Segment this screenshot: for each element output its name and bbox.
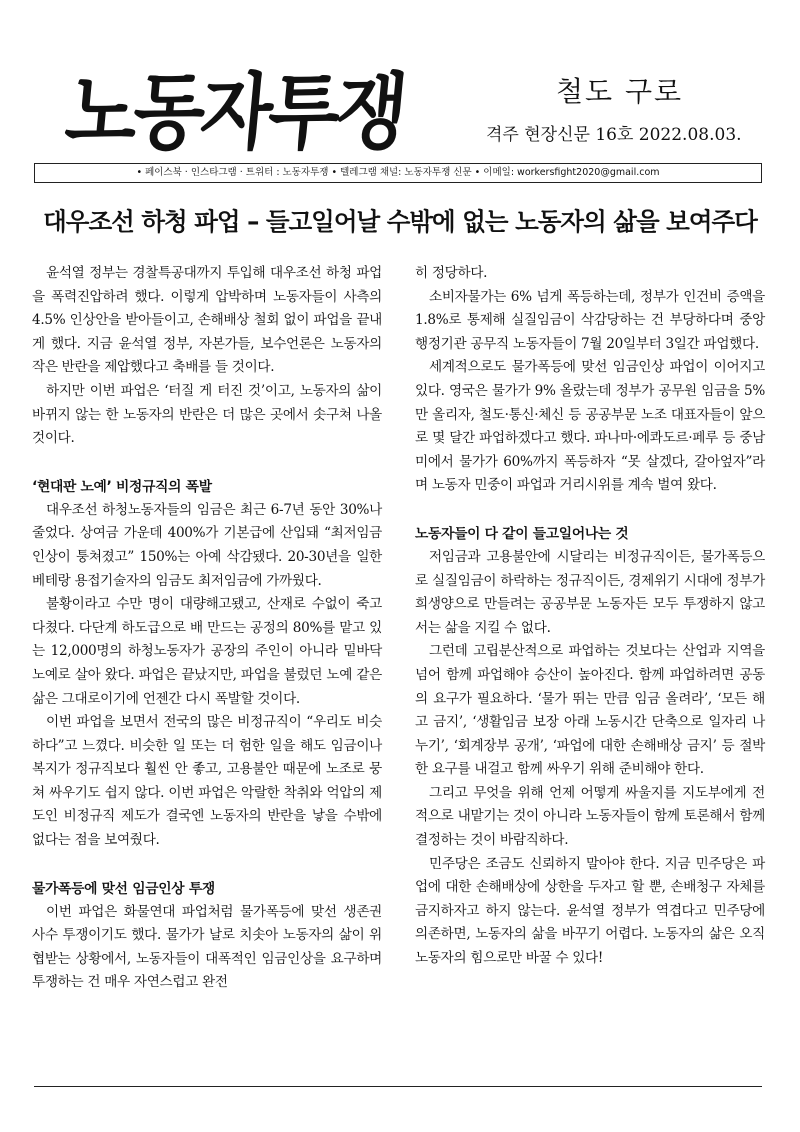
- paragraph: 민주당은 조금도 신뢰하지 말아야 한다. 지금 민주당은 파업에 대한 손해배상에 상한을 두자고 할 뿐, 손배청구 자체를 금지하자고 하지 않는다. 윤석열 정부가 역겹다고 민주당에 의존하면, 노동자의 삶을 바꾸기 어렵다. 노동자의 삶은 오직 노동자의 힘으로만 바꿀 수 있다!: [415, 855, 765, 967]
- headline: 대우조선 하청 파업 – 들고일어날 수밖에 없는 노동자의 삶을 보여주다: [43, 207, 757, 236]
- paragraph: 히 정당하다.: [415, 265, 488, 281]
- paragraph: 윤석열 정부는 경찰특공대까지 투입해 대우조선 하청 파업을 폭력진압하려 했다. 이렇게 압박하며 노동자들이 사측의 4.5% 인상안을 받아들이고, 손해배상 철회 없이 파업을 끝내게 했다. 지금 윤석열 정부, 자본가들, 보수언론은 노동자의 작은 반란을 제압했다고 축배를 들 것이다.: [32, 265, 382, 376]
- section-heading: ‘현대판 노예’ 비정규직의 폭발: [32, 478, 212, 495]
- issue-info: 격주 현장신문 16호 2022.08.03.: [486, 125, 742, 145]
- paragraph: 불황이라고 수만 명이 대량해고됐고, 산재로 수없이 죽고 다쳤다. 다단계 하도급으로 배 만드는 공정의 80%를 맡고 있는 12,000명의 하청노동자가 공장의 주인이 아니라 밑바닥 노예로 살아 왔다. 파업은 끝났지만, 파업을 불렀던 노예 같은 삶은 그대로이기에 언젠간 다시 폭발할 것이다.: [32, 596, 382, 707]
- paragraph: 그런데 고립분산적으로 파업하는 것보다는 산업과 지역을 넘어 함께 파업해야 승산이 높아진다. 함께 파업하려면 공동의 요구가 필요하다. ‘물가 뛰는 만큼 임금 올려라’, ‘모든 해고 금지’, ‘생활임금 보장 아래 노동시간 단축으로 일자리 나누기’, ‘회계장부 공개’, ‘파업에 대한 손해배상 금지’ 등 절박한 요구를 내걸고 함께 싸우기 위해 준비해야 한다.: [415, 643, 765, 778]
- paragraph: 저임금과 고용불안에 시달리는 비정규직이든, 물가폭등으로 실질임금이 하락하는 정규직이든, 경제위기 시대에 정부가 희생양으로 만들려는 공공부문 노동자든 모두 투쟁하지 않고서는 삶을 지킬 수 없다.: [415, 548, 765, 636]
- paragraph: 이번 파업은 화물연대 파업처럼 물가폭등에 맞선 생존권 사수 투쟁이기도 했다. 물가가 날로 치솟아 노동자의 삶이 위협받는 상황에서, 노동자들이 대폭적인 임금인상을 요구하며 투쟁하는 건 매우 자연스럽고 완전: [32, 903, 382, 991]
- right-column: [415, 262, 765, 971]
- paragraph: 세계적으로도 물가폭등에 맞선 임금인상 파업이 이어지고 있다. 영국은 물가가 9% 올랐는데 정부가 공무원 임금을 5%만 올리자, 철도·통신·체신 등 공공부문 노조 대표자들이 앞으로 몇 달간 파업하겠다고 했다. 파나마·에콰도르·페루 등 중남미에서 물가가 60%까지 폭등하자 “못 살겠다, 갈아엎자”라며 노동자 민중이 파업과 거리시위를 계속 벌여 왔다.: [415, 359, 765, 494]
- paragraph: 그리고 무엇을 위해 언제 어떻게 싸울지를 지도부에게 전적으로 내맡기는 것이 아니라 노동자들이 함께 토론해서 함께 결정하는 것이 바람직하다.: [415, 784, 765, 849]
- edition-name: 철도 구로: [556, 75, 684, 108]
- contact-bar: • 페이스북 · 인스타그램 · 트위터 : 노동자투쟁 • 텔레그램 채널: 노동자투쟁 신문 • 이메일: workersfight2020@gmail.com: [34, 163, 762, 183]
- section-heading: 물가폭등에 맞선 임금인상 투쟁: [32, 880, 215, 897]
- paragraph: 하지만 이번 파업은 ‘터질 게 터진 것’이고, 노동자의 삶이 바뀌지 않는 한 노동자의 반란은 더 많은 곳에서 솟구쳐 나올 것이다.: [32, 382, 382, 447]
- section-heading: 노동자들이 다 같이 들고일어나는 것: [415, 525, 629, 542]
- paragraph: 소비자물가는 6% 넘게 폭등하는데, 정부가 인건비 증액을 1.8%로 통제해 실질임금이 삭감당하는 건 부당하다며 중앙행정기관 공무직 노동자들이 7월 20일부터 3일간 파업했다.: [415, 288, 765, 352]
- bottom-rule: [34, 1086, 762, 1087]
- paragraph: 이번 파업을 보면서 전국의 많은 비정규직이 “우리도 비슷하다”고 느꼈다. 비슷한 일 또는 더 험한 일을 해도 임금이나 복지가 정규직보다 훨씬 안 좋고, 고용불안 때문에 노조로 뭉쳐 싸우기도 쉽지 않다. 이번 파업은 악랄한 착취와 억압의 제도인 비정규직 제도가 결국엔 노동자의 반란을 낳을 수밖에 없다는 점을 보여줬다.: [32, 714, 382, 849]
- newspaper-logo: 노동자투쟁: [61, 64, 408, 162]
- masthead: [61, 58, 466, 168]
- paragraph: 대우조선 하청노동자들의 임금은 최근 6-7년 동안 30%나 줄었다. 상여금 가운데 400%가 기본급에 산입돼 “최저임금 인상이 퉁쳐졌고” 150%는 아예 삭감됐다. 20-30년을 일한 베테랑 용접기술자의 임금도 최저임금에 가까웠다.: [32, 501, 382, 589]
- left-column: [32, 262, 382, 995]
